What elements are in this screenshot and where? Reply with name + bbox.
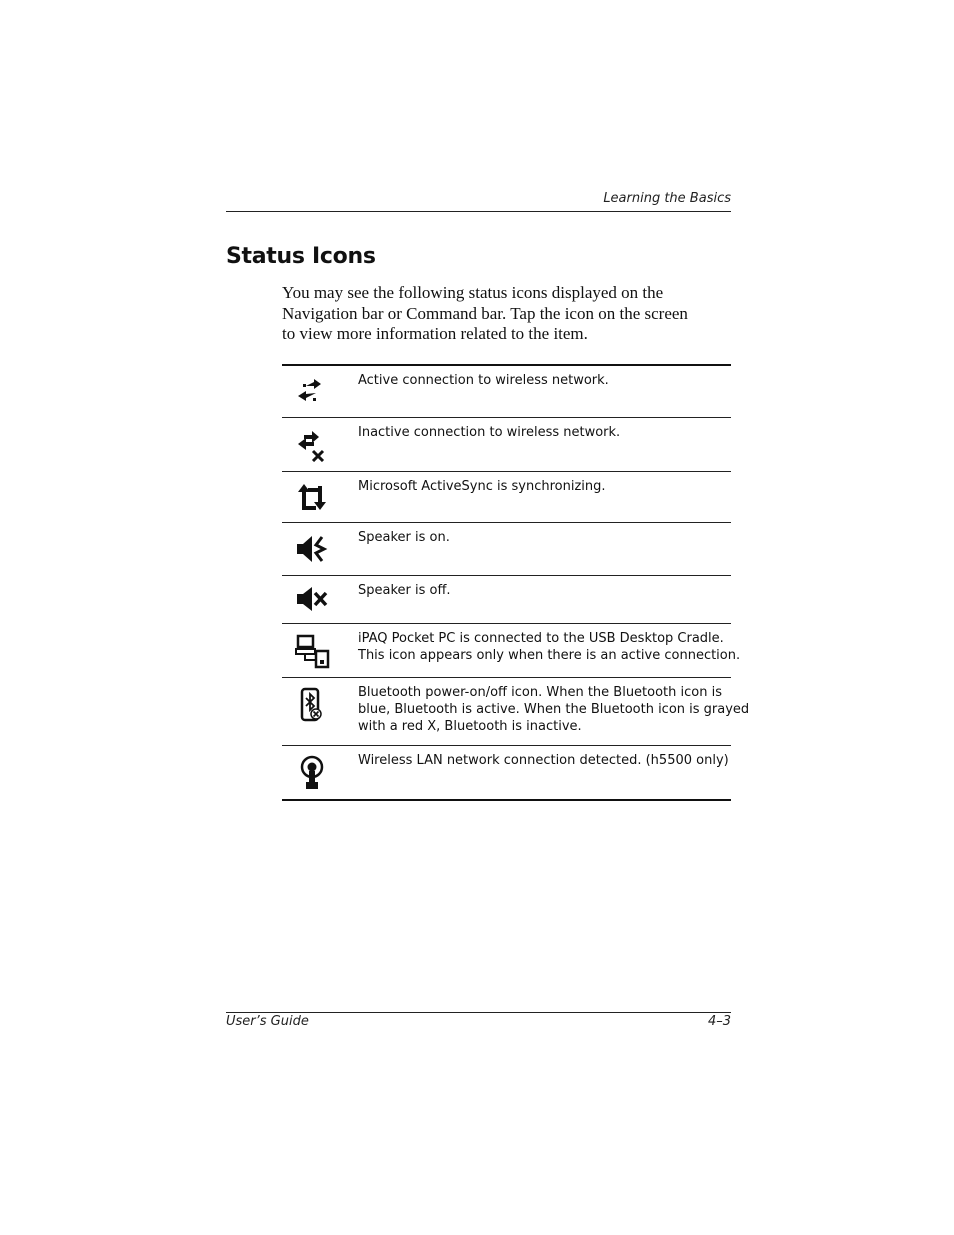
speaker-off-icon — [294, 584, 330, 618]
description-line: iPAQ Pocket PC is connected to the USB Desktop Cradle. — [358, 631, 724, 646]
description-cell — [346, 418, 731, 471]
table-row — [282, 523, 731, 576]
table-row — [282, 678, 750, 746]
icon-cell — [282, 576, 346, 623]
intro-paragraph — [282, 283, 712, 345]
description-line: This icon appears only when there is an active connection. — [358, 648, 741, 663]
active-connection-icon — [294, 374, 326, 408]
activesync-icon — [294, 480, 330, 516]
description-line: Speaker is on. — [358, 530, 450, 545]
description-line: Inactive connection to wireless network. — [358, 425, 621, 440]
description-line: blue, Bluetooth is active. When the Bluetooth icon is grayed — [358, 702, 750, 717]
icon-cell — [282, 523, 346, 575]
usb-cradle-icon — [294, 632, 332, 670]
description-cell — [346, 472, 731, 522]
header-rule — [226, 211, 731, 212]
description-line: with a red X, Bluetooth is inactive. — [358, 719, 582, 734]
intro-line: You may see the following status icons displayed on the — [282, 283, 664, 302]
footer-rule — [226, 1012, 731, 1013]
icon-cell — [282, 624, 346, 677]
table-row — [282, 366, 731, 418]
table-row — [282, 746, 731, 799]
page-number: 4–3 — [707, 1014, 731, 1029]
status-icons-table — [282, 364, 750, 801]
icon-cell — [282, 678, 346, 745]
table-row — [282, 576, 731, 624]
description-cell — [346, 678, 749, 745]
description-line: Wireless LAN network connection detected. (h5500 only) — [358, 753, 729, 768]
bluetooth-icon — [294, 687, 328, 725]
description-cell — [346, 366, 731, 417]
description-cell — [346, 746, 731, 799]
table-row — [282, 472, 731, 523]
running-head: Learning the Basics — [603, 191, 731, 206]
description-line: Speaker is off. — [358, 583, 451, 598]
description-line: Bluetooth power-on/off icon. When the Bluetooth icon is — [358, 685, 722, 700]
speaker-on-icon — [294, 531, 330, 567]
wireless-lan-icon — [294, 754, 328, 792]
icon-cell — [282, 472, 346, 522]
description-line: Microsoft ActiveSync is synchronizing. — [358, 479, 606, 494]
description-cell — [346, 523, 731, 575]
table-row — [282, 624, 741, 678]
table-row — [282, 418, 731, 472]
description-line: Active connection to wireless network. — [358, 373, 609, 388]
section-title: Status Icons — [226, 244, 376, 269]
description-cell — [346, 624, 740, 677]
footer-guide-title: User’s Guide — [226, 1014, 309, 1029]
description-cell — [346, 576, 731, 623]
intro-line: to view more information related to the item. — [282, 324, 588, 343]
icon-cell — [282, 746, 346, 799]
icon-cell — [282, 366, 346, 417]
intro-line: Navigation bar or Command bar. Tap the icon on the screen — [282, 303, 688, 323]
icon-cell — [282, 418, 346, 471]
inactive-connection-icon — [294, 426, 328, 462]
